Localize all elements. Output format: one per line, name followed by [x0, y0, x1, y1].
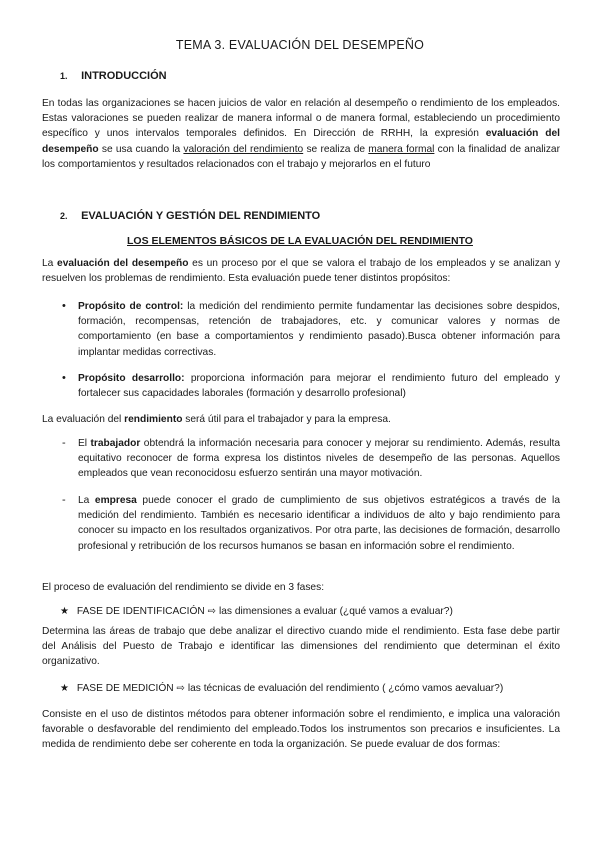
section-number: 1.: [60, 71, 68, 81]
dash-marker: -: [62, 494, 66, 506]
star-icon: ★: [60, 683, 70, 694]
intro-underlined-1: valoración del rendimiento: [183, 143, 304, 155]
phase-identificacion-heading: [60, 606, 453, 617]
evaluation-intro-paragraph: La evaluación del desempeño es un proceso por el que se valora el trabajo de los empleados y se analizan y resuelven los problemas de rendimiento. Esta evaluación puede tener distintos propósitos:: [42, 258, 561, 285]
list-item-label: Propósito desarrollo:: [78, 373, 185, 384]
list-item-purpose-desarrollo: Propósito desarrollo: proporciona información para mejorar el rendimiento futuro del empleado y fortalecer sus capacidades laborales (formación y desarrollo profesional): [78, 373, 560, 400]
phases-intro: El proceso de evaluación del rendimiento se divide en 3 fases:: [42, 582, 325, 593]
phase-identificacion-text: Determina las áreas de trabajo que debe analizar el directivo cuando mide el rendimiento. Esta fase debe partir del Análisis del Puesto de Trabajo e identificar las dimensiones del rendimiento que determinan el éxito organizativo.: [42, 626, 560, 668]
intro-paragraph: [42, 96, 560, 172]
list-item-label: trabajador: [90, 438, 141, 449]
section-heading-introduccion: [60, 70, 167, 82]
list-item-trabajador: El trabajador obtendrá la información necesaria para conocer y mejorar su rendimiento. Además, resulta equitativo reconocer de forma expresa los distintos niveles de desempeño de las personas. Aquellos empleados que vean reconocidosu esfuerzo sentirán una mayor motivación.: [78, 438, 560, 480]
usefulness-paragraph: La evaluación del rendimiento será útil para el trabajador y para la empresa.: [42, 414, 391, 425]
phase-label: FASE DE IDENTIFICACIÓN ⇨ las dimensiones a evaluar (¿qué vamos a evaluar?): [76, 606, 453, 617]
section-heading-evaluacion: [60, 210, 320, 222]
intro-text-1: En todas las organizaciones se hacen juicios de valor en relación al desempeño o rendimiento de los empleados. Estas valoraciones se pueden realizar de manera informal o de manera formal, estableciendo un procedimiento específico y unos intervalos temporales definidos. En Dirección de RRHH, la expresión: [42, 98, 560, 140]
bullet-icon: •: [62, 372, 66, 384]
phase-medicion-text: Consiste en el uso de distintos métodos para obtener información sobre el rendimiento, e implica una valoración favorable o desfavorable del rendimiento del empleado.Todos los instrumentos son precarios e insuficientes. La medida de rendimiento debe ser coherente en toda la organización. Se puede evaluar de dos formas:: [42, 709, 560, 751]
bullet-icon: •: [62, 300, 66, 312]
phase-medicion-heading: [60, 683, 503, 694]
section-title: EVALUACIÓN Y GESTIÓN DEL RENDIMIENTO: [81, 210, 321, 222]
subheading: LOS ELEMENTOS BÁSICOS DE LA EVALUACIÓN DEL RENDIMIENTO: [127, 235, 473, 247]
intro-bold-term: evaluación del desempeño: [42, 128, 560, 155]
intro-text-4: con la finalidad de analizar los comportamientos y resultados relacionados con el trabajo y mejorarlos en el futuro: [42, 143, 560, 170]
section-number: 2.: [60, 211, 68, 221]
list-item-label: Propósito de control:: [78, 301, 184, 312]
intro-text-2: se usa cuando la: [98, 143, 184, 155]
dash-marker: -: [62, 437, 66, 449]
list-item-purpose-control: Propósito de control: la medición del rendimiento permite fundamentar las decisiones sobre despidos, formación, recompensas, retención de trabajadores, etc. y comunicar valores y normas de comportamiento (en base a comportamientos y rendimiento pasado).Busca obtener información para implantar medidas correctivas.: [78, 301, 560, 358]
star-icon: ★: [60, 606, 70, 617]
bold-term: rendimiento: [124, 414, 183, 425]
intro-underlined-2: manera formal: [368, 143, 435, 155]
section-title: INTRODUCCIÓN: [81, 70, 167, 82]
document-title: TEMA 3. EVALUACIÓN DEL DESEMPEÑO: [175, 38, 425, 52]
list-item-empresa: La empresa puede conocer el grado de cumplimiento de sus objetivos estratégicos a través de la medición del rendimiento. También es necesario identificar a individuos de alto y bajo rendimiento para conocer su impacto en los resultados organizativos. Por otra parte, las decisiones de formación, desarrollo profesional y retribución de los recursos humanos se basan en información sobre el rendimiento.: [78, 495, 560, 552]
intro-text-3: se realiza de: [303, 143, 369, 155]
bold-term: evaluación del desempeño: [57, 258, 189, 269]
phase-label: FASE DE MEDICIÓN ⇨ las técnicas de evaluación del rendimiento ( ¿cómo vamos aevaluar?): [76, 683, 504, 694]
list-item-label: empresa: [94, 495, 137, 506]
